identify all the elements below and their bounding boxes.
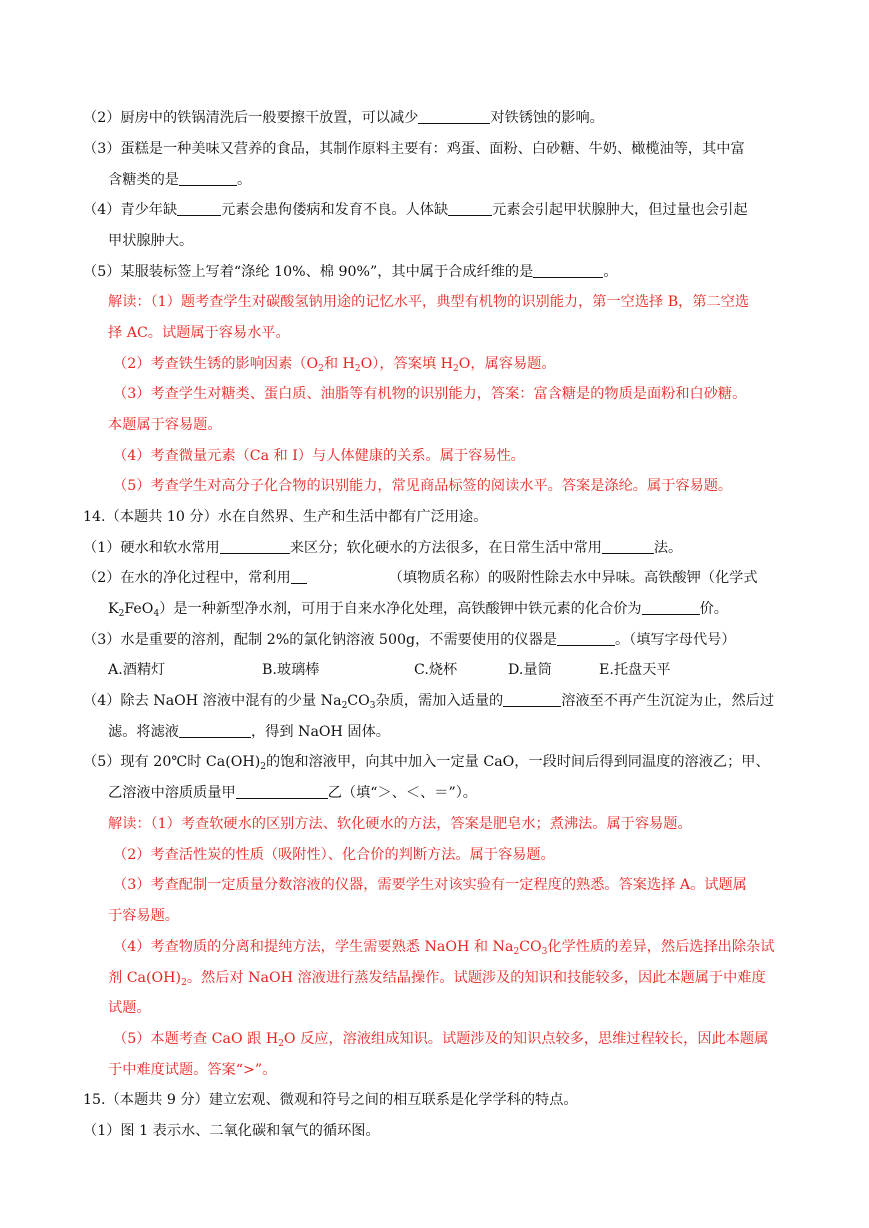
explanation13-line5: 本题属于容易题。 <box>108 417 222 433</box>
answer-blank[interactable] <box>533 263 603 278</box>
option-c: C.烧杯 <box>414 662 458 678</box>
answer-blank[interactable] <box>602 539 654 554</box>
q13-part3-line1: （3）蛋糕是一种美味又营养的食品，其制作原料主要有：鸡蛋、面粉、白砂糖、牛奶、橄榄油等，其中富 <box>83 141 745 157</box>
explanation13-line7: （5）考查学生对高分子化合物的识别能力，常见商品标签的阅读水平。答案是涤纶。属于容易题。 <box>113 478 733 494</box>
q13-part2: （2）厨房中的铁锅清洗后一般要擦干放置，可以减少 对铁锈蚀的影响。 <box>83 110 604 126</box>
q14-part4-line1: （4）除去 NaOH 溶液中混有的少量 $Na_2CO_3$杂质，需加入适量的 溶液至不再产生沉淀为止，然后过 <box>83 693 775 711</box>
explanation13-line2: 择 AC。试题属于容易水平。 <box>108 325 290 341</box>
explanation13-line3: （2）考查铁生锈的影响因素（$O_2$和 $H_2O$），答案填 $H_2O$，属容易题。 <box>113 356 556 374</box>
explanation13-line4: （3）考查学生对糖类、蛋白质、油脂等有机物的识别能力，答案：富含糖是的物质是面粉和白砂糖。 <box>113 386 747 402</box>
q13-part4-line1: （4）青少年缺 元素会患佝偻病和发育不良。人体缺 元素会引起甲状腺肿大，但过量也会引起 <box>83 202 748 218</box>
answer-blank[interactable] <box>557 631 615 646</box>
q15-title: 15.（本题共 9 分）建立宏观、微观和符号之间的相互联系是化学学科的特点。 <box>83 1092 578 1108</box>
option-e: E.托盘天平 <box>599 662 671 678</box>
answer-blank[interactable] <box>179 723 251 738</box>
option-b: B.玻璃棒 <box>262 662 320 678</box>
explanation13-line1: 解读：（1）题考查学生对碳酸氢钠用途的记忆水平，典型有机物的识别能力，第一空选择 B，第二空选 <box>108 294 750 310</box>
q14-part5-line1: （5）现有 20℃时 $Ca(OH)_2$的饱和溶液甲，向其中加入一定量 CaO，一段时间后得到同温度的溶液乙；甲、 <box>83 754 770 772</box>
option-d: D.量筒 <box>508 662 552 678</box>
q13-part4-line2: 甲状腺肿大。 <box>108 233 194 249</box>
q14-title: 14.（本题共 10 分）水在自然界、生产和生活中都有广泛用途。 <box>83 509 488 525</box>
explanation14-line2: （2）考查活性炭的性质（吸附性）、化合价的判断方法。属于容易题。 <box>113 847 555 863</box>
explanation14-line8: （5）本题考查 CaO 跟 $H_2O$ 反应，溶液组成知识。试题涉及的知识点较多，思维过程较长，因此本题属 <box>113 1031 769 1049</box>
answer-blank[interactable] <box>448 201 492 216</box>
answer-blank[interactable] <box>291 569 307 584</box>
explanation14-line7: 试题。 <box>108 1000 151 1016</box>
explanation14-line5: （4）考查物质的分离和提纯方法，学生需要熟悉 NaOH 和 $Na_2CO_3$化学性质的差异，然后选择出除杂试 <box>113 939 775 957</box>
answer-blank[interactable] <box>642 600 700 615</box>
q14-part2-line2: $K_2FeO_4$）是一种新型净水剂，可用于自来水净化处理，高铁酸钾中铁元素的化合价为 价。 <box>108 601 728 619</box>
answer-blank[interactable] <box>220 539 290 554</box>
explanation14-line4: 于容易题。 <box>108 908 179 924</box>
answer-blank[interactable] <box>177 201 221 216</box>
option-a: A.酒精灯 <box>108 662 166 678</box>
q14-part3: （3）水是重要的溶剂，配制 2%的氯化钠溶液 500g，不需要使用的仪器是 。（填写字母代号） <box>83 632 736 648</box>
explanation14-line9: 于中难度试题。答案“>”。 <box>108 1062 277 1078</box>
explanation13-line6: （4）考查微量元素（Ca 和 I）与人体健康的关系。属于容易性。 <box>113 448 525 464</box>
q14-part4-line2: 滤。将滤液 ，得到 NaOH 固体。 <box>108 724 390 740</box>
q14-part2-line1: （2）在水的净化过程中，常利用 （填物质名称）的吸附性除去水中异味。高铁酸钾（化学式 <box>83 570 758 586</box>
q15-part1: （1）图 1 表示水、二氧化碳和氧气的循环图。 <box>83 1123 380 1139</box>
q13-part5: （5）某服装标签上写着“涤纶 10%、棉 90%”，其中属于合成纤维的是 。 <box>83 264 618 280</box>
answer-blank[interactable] <box>418 109 490 124</box>
answer-blank[interactable] <box>236 784 328 799</box>
q13-part3-line2: 含糖类的是 。 <box>108 172 252 188</box>
explanation14-line3: （3）考查配制一定质量分数溶液的仪器，需要学生对该实验有一定程度的熟悉。答案选择 A。试题属 <box>113 877 747 893</box>
answer-blank[interactable] <box>179 171 237 186</box>
q14-part1: （1）硬水和软水常用 来区分；软化硬水的方法很多，在日常生活中常用 法。 <box>83 540 683 556</box>
q14-part5-line2: 乙溶液中溶质质量甲 乙（填“＞、＜、＝”）。 <box>108 785 477 801</box>
explanation14-line1: 解读：（1）考查软硬水的区别方法、软化硬水的方法，答案是肥皂水；煮沸法。属于容易题。 <box>108 816 692 832</box>
explanation14-line6: 剂 $Ca(OH)_2$。然后对 NaOH 溶液进行蒸发结晶操作。试题涉及的知识和技能较多，因此本题属于中难度 <box>108 970 766 988</box>
answer-blank[interactable] <box>503 692 561 707</box>
